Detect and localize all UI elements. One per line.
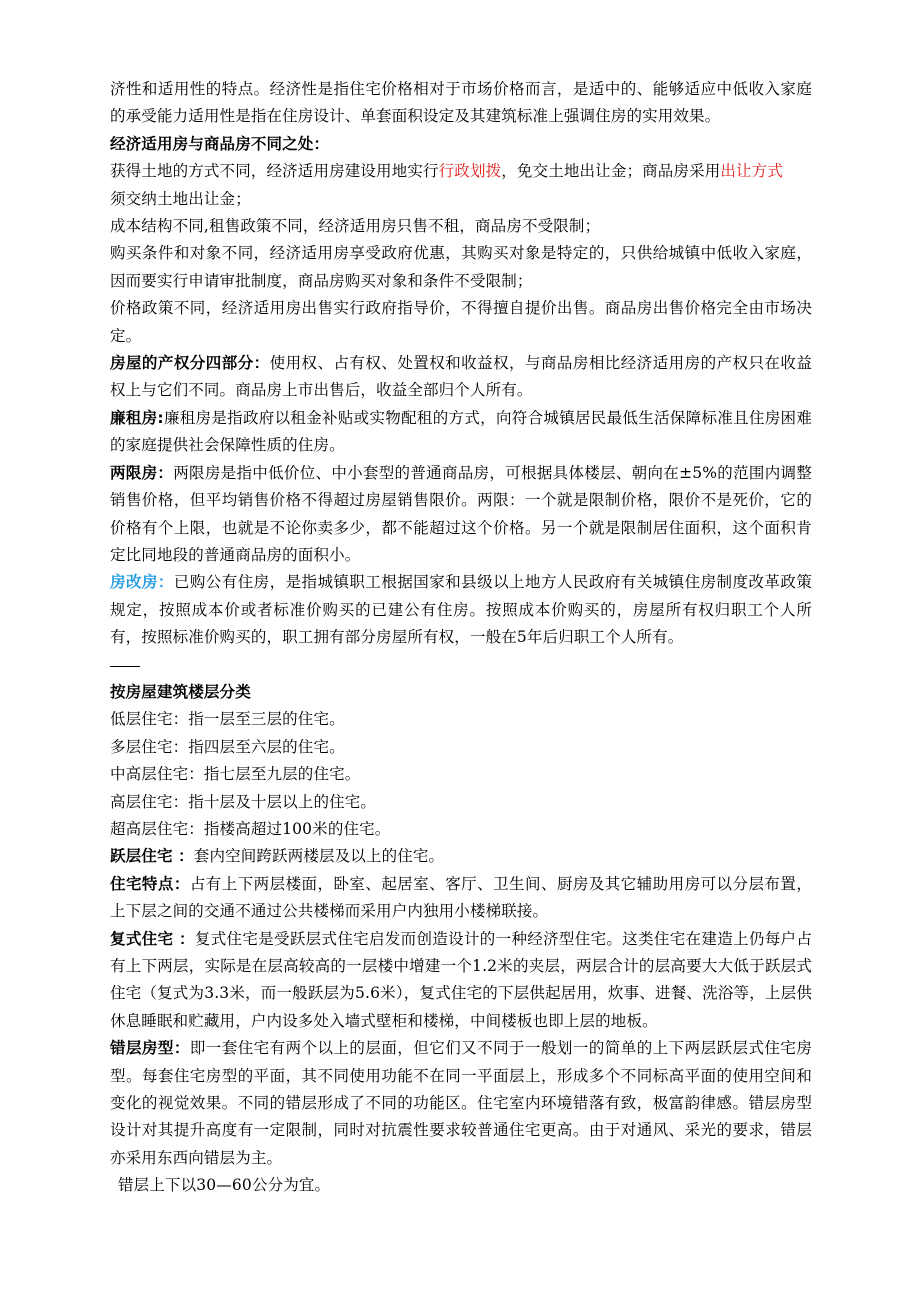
- land-text-b: ，免交土地出让金；商品房采用: [501, 162, 721, 181]
- paragraph-cost: 成本结构不同,租售政策不同，经济适用房只售不租，商品房不受限制；: [110, 217, 601, 236]
- floor-item-multi: 多层住宅：指四层至六层的住宅。: [110, 737, 345, 756]
- fushi-label: 复式住宅 ：: [110, 929, 195, 948]
- fushi-text: 复式住宅是受跃层式住宅启发而创造设计的一种经济型住宅。这类住宅在建造上仍每户占有上下两层，实际是在层高较高的一层楼中增建一个1.2米的夹层，两层合计的层高要大大低于跃层式住宅（复式为3.3米，而一般跃层为5.6米），复式住宅的下层供起居用，炊事、进餐、洗浴等，上层供休息睡眠和贮藏用，户内设多处入墙式壁柜和楼梯，中间楼板也即上层的地板。: [110, 929, 813, 1030]
- paragraph-yueceng: [110, 843, 812, 870]
- heading-differences: 经济适用房与商品房不同之处：: [110, 134, 330, 153]
- paragraph-price: 价格政策不同，经济适用房出售实行政府指导价，不得擅自提价出售。商品房出售价格完全由市场决定。: [110, 299, 812, 345]
- fanggaifang-text: 已购公有住房，是指城镇职工根据国家和县级以上地方人民政府有关城镇住房制度改革政策规定，按照成本价或者标准价购买的已建公有住房。按照成本价购买的，房屋所有权归职工个人所有，按照标准价购买的，职工拥有部分房屋所有权，一般在5年后归职工个人所有。: [110, 573, 812, 647]
- yueceng-text: 套内空间跨跃两楼层及以上的住宅。: [193, 847, 445, 866]
- paragraph-fanggaifang: [110, 569, 812, 651]
- separator-line: [110, 652, 812, 679]
- features-text: 占有上下两层楼面，卧室、起居室、客厅、卫生间、厨房及其它辅助用房可以分层布置，上下层之间的交通不通过公共楼梯而采用户内独用小楼梯联接。: [110, 874, 812, 921]
- lianzufang-label: 廉租房:: [110, 408, 164, 427]
- property-rights-text: 使用权、占有权、处置权和收益权，与商品房相比经济适用房的产权只在收益权上与它们不同。商品房上市出售后，收益全部归个人所有。: [110, 354, 812, 400]
- floor-item-super-high: 超高层住宅：指楼高超过100米的住宅。: [110, 819, 391, 838]
- land-highlight-transfer: 出让方式: [720, 162, 783, 181]
- land-text-a: 获得土地的方式不同，经济适用房建设用地实行: [110, 162, 439, 181]
- paragraph-buy: 购买条件和对象不同，经济适用房享受政府优惠，其购买对象是特定的，只供给城镇中低收入家庭，因而要实行申请审批制度，商品房购买对象和条件不受限制；: [110, 244, 812, 290]
- fanggaifang-label: 房改房：: [110, 573, 174, 592]
- cuoceng-text: 即一套住宅有两个以上的层面，但它们又不同于一般划一的简单的上下两层跃层式住宅房型。每套住宅房型的平面，其不同使用功能不在同一平面层上，形成多个不同标高平面的使用空间和变化的视觉效果。不同的错层形成了不同的功能区。住宅室内环境错落有致，极富韵律感。错层房型设计对其提升高度有一定限制，同时对抗震性要求较普通住宅更高。由于对通风、采光的要求，错层亦采用东西向错层为主。: [110, 1039, 812, 1167]
- floor-item-low: 低层住宅：指一层至三层的住宅。: [110, 710, 345, 729]
- property-rights-label: 房屋的产权分四部分：: [110, 354, 270, 373]
- floor-item-high: 高层住宅：指十层及十层以上的住宅。: [110, 792, 377, 811]
- paragraph-cuoceng: [110, 1035, 812, 1172]
- floor-item-mid-high: 中高层住宅：指七层至九层的住宅。: [110, 765, 361, 784]
- cuoceng-label: 错层房型：: [110, 1039, 190, 1058]
- liangxianfang-text: 两限房是指中低价位、中小套型的普通商品房，可根据具体楼层、朝向在±5%的范围内调整销售价格，但平均销售价格不得超过房屋销售限价。两限：一个就是限制价格，限价不是死价，它的价格有个上限，也就是不论你卖多少，都不能超过这个价格。另一个就是限制居住面积，这个面积肯定比同地段的普通商品房的面积小。: [110, 463, 812, 564]
- land-text-c: 须交纳土地出让金；: [110, 189, 251, 208]
- paragraph-liangxianfang: [110, 460, 812, 570]
- paragraph-property-rights: [110, 350, 812, 405]
- paragraph-fushi: [110, 926, 812, 1036]
- paragraph-last: 错层上下以30—60公分为宜。: [118, 1176, 331, 1195]
- paragraph-intro: 济性和适用性的特点。经济性是指住宅价格相对于市场价格而言，是适中的、能够适应中低收入家庭的承受能力适用性是指在住房设计、单套面积设定及其建筑标准上强调住房的实用效果。: [110, 80, 812, 126]
- yueceng-label: 跃层住宅 ：: [110, 847, 194, 866]
- paragraph-features: [110, 871, 812, 926]
- liangxianfang-label: 两限房：: [110, 463, 174, 482]
- lianzufang-text: 廉租房是指政府以租金补贴或实物配租的方式，向符合城镇居民最低生活保障标准且住房困难的家庭提供社会保障性质的住房。: [110, 408, 812, 455]
- paragraph-lianzufang: [110, 405, 812, 460]
- separator-dash: [110, 666, 140, 667]
- heading-floor-classification: 按房屋建筑楼层分类: [110, 682, 251, 701]
- paragraph-land: [110, 158, 812, 213]
- features-label: 住宅特点：: [110, 874, 190, 893]
- land-highlight-administrative: 行政划拨: [438, 162, 502, 181]
